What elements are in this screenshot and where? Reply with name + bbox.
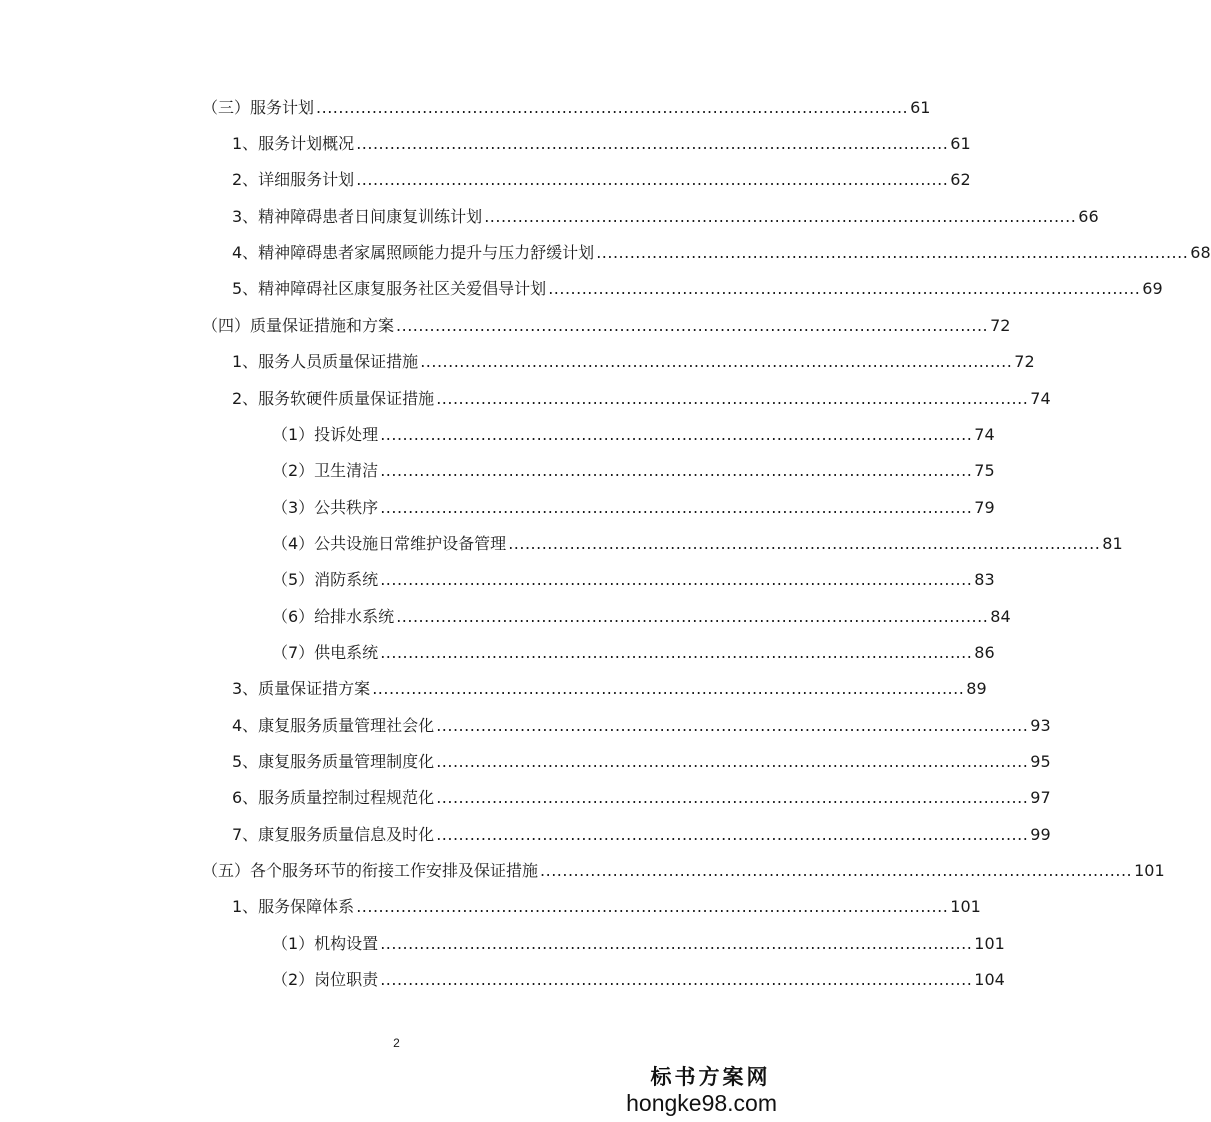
toc-entry-page: 61 [950,134,971,153]
toc-entry-title: 3、精神障碍患者日间康复训练计划 [232,207,483,226]
toc-entry-title: 1、服务保障体系 [232,897,355,916]
toc-entry[interactable] [272,424,995,446]
toc-entry-page: 62 [950,170,971,189]
dot-leader: .......................................................................................................... [380,425,973,444]
toc-entry-title: （5）消防系统 [272,570,379,589]
toc-entry-title: 1、服务人员质量保证措施 [232,352,419,371]
toc-entry[interactable] [272,569,995,591]
dot-leader: .......................................................................................................... [356,134,949,153]
dot-leader: .......................................................................................................... [372,679,965,698]
dot-leader: .......................................................................................................... [436,825,1029,844]
toc-entry[interactable] [232,678,987,700]
dot-leader: .......................................................................................................... [380,643,973,662]
toc-entry-title: 6、服务质量控制过程规范化 [232,788,435,807]
toc-entry-page: 101 [1134,861,1165,880]
toc-entry[interactable] [272,497,995,519]
toc-entry-page: 81 [1102,534,1123,553]
toc-entry-page: 84 [990,607,1011,626]
toc-entry-page: 95 [1030,752,1051,771]
toc-entry[interactable] [272,606,1011,628]
dot-leader: .......................................................................................................... [356,897,949,916]
dot-leader: .......................................................................................................... [540,861,1133,880]
toc-entry-title: （2）岗位职责 [272,970,379,989]
toc-entry-title: （四）质量保证措施和方案 [202,316,395,335]
dot-leader: .......................................................................................................... [508,534,1101,553]
toc-entry-title: （1）投诉处理 [272,425,379,444]
toc-entry-page: 101 [950,897,981,916]
toc-entry-page: 61 [910,98,931,117]
watermark-title: 标书方案网 [650,1064,771,1089]
dot-leader: .......................................................................................................... [380,970,973,989]
toc-entry-page: 69 [1142,279,1163,298]
toc-entry[interactable] [202,860,1165,882]
toc-entry-page: 83 [974,570,995,589]
watermark-url: hongke98.com [626,1090,777,1116]
dot-leader: .......................................................................................................... [396,316,989,335]
toc-entry-page: 104 [974,970,1005,989]
dot-leader: .......................................................................................................... [356,170,949,189]
toc-entry[interactable] [232,133,971,155]
dot-leader: .......................................................................................................... [548,279,1141,298]
dot-leader: .......................................................................................................... [596,243,1189,262]
toc-entry[interactable] [272,969,1005,991]
toc-entry[interactable] [232,388,1051,410]
watermark [626,1064,777,1116]
toc-entry[interactable] [202,315,1011,337]
toc-entry-title: （3）公共秩序 [272,498,379,517]
toc-entry[interactable] [232,751,1051,773]
dot-leader: .......................................................................................................... [420,352,1013,371]
dot-leader: .......................................................................................................... [380,570,973,589]
dot-leader: .......................................................................................................... [380,498,973,517]
dot-leader: .......................................................................................................... [396,607,989,626]
toc-entry-title: 3、质量保证措方案 [232,679,371,698]
toc-entry-title: 5、康复服务质量管理制度化 [232,752,435,771]
toc-entry-title: （4）公共设施日常维护设备管理 [272,534,507,553]
toc-entry-title: （6）给排水系统 [272,607,395,626]
dot-leader: .......................................................................................................... [316,98,909,117]
toc-entry-page: 89 [966,679,987,698]
toc-entry[interactable] [232,351,1035,373]
toc-entry-title: 2、服务软硬件质量保证措施 [232,389,435,408]
toc-entry[interactable] [232,787,1051,809]
toc-entry-page: 74 [974,425,995,444]
toc-entry-title: （1）机构设置 [272,934,379,953]
toc-entry-title: 4、康复服务质量管理社会化 [232,716,435,735]
dot-leader: .......................................................................................................... [436,752,1029,771]
toc-entry-page: 93 [1030,716,1051,735]
toc-entry[interactable] [272,642,995,664]
toc-entry[interactable] [232,169,971,191]
toc-entry[interactable] [232,824,1051,846]
toc-entry-title: （2）卫生清洁 [272,461,379,480]
toc-entry-title: （三）服务计划 [202,98,315,117]
page-number: 2 [393,1036,400,1050]
toc-entry-page: 68 [1190,243,1211,262]
toc-entry[interactable] [232,896,981,918]
toc-entry[interactable] [272,933,1005,955]
toc-entry-page: 75 [974,461,995,480]
toc-entry-page: 99 [1030,825,1051,844]
toc-entry-title: （五）各个服务环节的衔接工作安排及保证措施 [202,861,539,880]
toc-entry-title: 4、精神障碍患者家属照顾能力提升与压力舒缓计划 [232,243,595,262]
toc-entry-title: （7）供电系统 [272,643,379,662]
toc-entry-page: 101 [974,934,1005,953]
toc-entry[interactable] [272,533,1123,555]
toc-entry[interactable] [232,278,1163,300]
toc-entry[interactable] [232,206,1099,228]
toc-entry-page: 66 [1078,207,1099,226]
dot-leader: .......................................................................................................... [484,207,1077,226]
toc-entry-title: 5、精神障碍社区康复服务社区关爱倡导计划 [232,279,547,298]
dot-leader: .......................................................................................................... [436,716,1029,735]
toc-entry[interactable] [272,460,995,482]
toc-entry-title: 2、详细服务计划 [232,170,355,189]
toc-entry-title: 1、服务计划概况 [232,134,355,153]
toc-entry[interactable] [202,97,931,119]
toc-entry-page: 97 [1030,788,1051,807]
dot-leader: .......................................................................................................... [436,389,1029,408]
toc-entry-page: 86 [974,643,995,662]
toc-entry-page: 79 [974,498,995,517]
toc-entry-page: 72 [990,316,1011,335]
toc-entry-page: 74 [1030,389,1051,408]
dot-leader: .......................................................................................................... [436,788,1029,807]
toc-entry[interactable] [232,242,1211,264]
toc-entry-page: 72 [1014,352,1035,371]
dot-leader: .......................................................................................................... [380,934,973,953]
toc-entry[interactable] [232,715,1051,737]
toc-entry-title: 7、康复服务质量信息及时化 [232,825,435,844]
dot-leader: .......................................................................................................... [380,461,973,480]
